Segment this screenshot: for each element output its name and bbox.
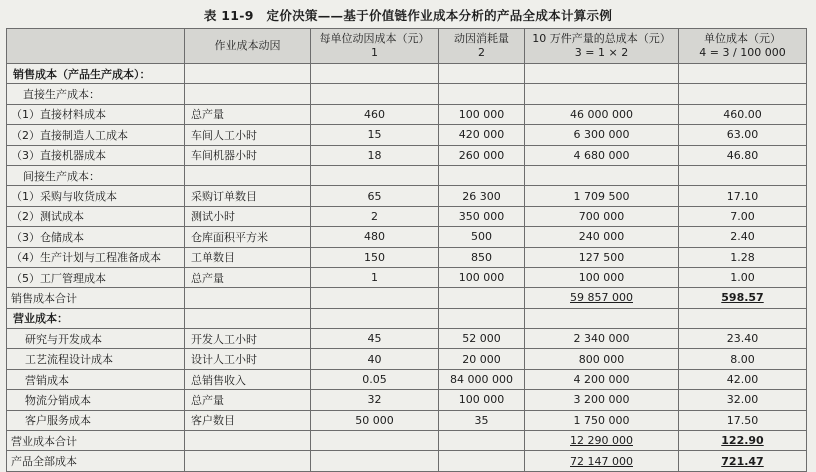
row-label: 客户服务成本 [25,414,91,428]
total-cost: 59 857 000 [570,291,633,305]
total-cost: 3 200 000 [573,393,630,407]
total-cost: 127 500 [578,250,625,264]
table-row [7,186,807,206]
driver-quantity: 350 000 [458,209,505,223]
row-label: （4）生产计划与工程准备成本 [11,251,161,265]
unit-cost-cell [679,329,807,349]
total-cost: 800 000 [578,352,625,366]
row-label-cell [7,125,185,145]
rate-per-driver: 460 [364,107,385,121]
cost-driver-cell [185,247,311,267]
unit-cost-cell [679,308,807,328]
rate-per-driver-cell [311,267,439,287]
header-rate [311,29,439,64]
header-rate-index: 1 [371,46,378,59]
unit-cost: 32.00 [726,393,759,407]
row-label: 间接生产成本： [23,169,100,183]
rate-per-driver: 50 000 [355,413,394,427]
table-row [7,431,807,451]
driver-quantity-cell [439,186,525,206]
table-row [7,145,807,165]
row-label: 销售成本（产品生产成本）： [13,67,151,81]
row-label-cell [7,247,185,267]
cost-driver-cell [185,431,311,451]
unit-cost-cell [679,267,807,287]
table-row [7,390,807,410]
cost-driver-cell [185,64,311,84]
cost-driver: 开发人工小时 [191,332,257,346]
table-row [7,369,807,389]
cost-driver-cell [185,390,311,410]
total-cost: 4 680 000 [573,148,630,162]
cost-driver: 总销售收入 [191,373,246,387]
total-cost: 46 000 000 [570,107,633,121]
row-label: 销售成本合计 [11,291,77,305]
cost-driver: 总产量 [191,108,224,122]
rate-per-driver: 65 [367,189,382,203]
table-body [7,64,807,472]
row-label-cell [7,227,185,247]
unit-cost-cell [679,431,807,451]
rate-per-driver: 480 [364,230,385,244]
header-driver-label: 作业成本动因 [214,39,281,52]
cost-driver-cell [185,104,311,124]
rate-per-driver-cell [311,64,439,84]
header-unit-label: 单位成本（元） [704,32,781,45]
table-row [7,227,807,247]
rate-per-driver-cell [311,206,439,226]
header-total [525,29,679,64]
rate-per-driver: 45 [367,332,382,346]
rate-per-driver: 1 [371,271,378,285]
unit-cost-cell [679,288,807,308]
driver-quantity-cell [439,145,525,165]
cost-driver: 车间机器小时 [191,149,257,163]
unit-cost: 17.10 [726,189,759,203]
table-row [7,104,807,124]
cost-driver-cell [185,125,311,145]
row-label-cell [7,104,185,124]
total-cost: 100 000 [578,271,625,285]
table-row [7,451,807,471]
table-row [7,288,807,308]
rate-per-driver-cell [311,410,439,430]
rate-per-driver-cell [311,84,439,104]
unit-cost: 122.90 [721,434,764,448]
driver-quantity: 500 [471,230,492,244]
driver-quantity-cell [439,125,525,145]
driver-quantity: 100 000 [458,107,505,121]
rate-per-driver-cell [311,247,439,267]
row-label-cell [7,267,185,287]
driver-quantity-cell [439,410,525,430]
rate-per-driver: 150 [364,250,385,264]
row-label: 营业成本： [13,312,68,326]
cost-driver-cell [185,84,311,104]
row-label: （2）测试成本 [11,210,84,224]
driver-quantity-cell [439,308,525,328]
unit-cost-cell [679,145,807,165]
total-cost: 6 300 000 [573,128,630,142]
header-driver [185,29,311,64]
driver-quantity: 26 300 [462,189,501,203]
total-cost-cell [525,165,679,185]
total-cost: 240 000 [578,230,625,244]
unit-cost: 23.40 [726,332,759,346]
driver-quantity-cell [439,329,525,349]
cost-driver: 设计人工小时 [191,353,257,367]
rate-per-driver-cell [311,329,439,349]
total-cost-cell [525,64,679,84]
header-qty [439,29,525,64]
total-cost-cell [525,206,679,226]
cost-driver-cell [185,288,311,308]
total-cost-cell [525,369,679,389]
driver-quantity: 35 [474,413,489,427]
row-label-cell [7,390,185,410]
unit-cost: 42.00 [726,373,759,387]
header-qty-label: 动因消耗量 [454,32,509,45]
cost-driver: 客户数目 [191,414,235,428]
row-label: 产品全部成本 [11,455,77,469]
rate-per-driver-cell [311,165,439,185]
total-cost-cell [525,390,679,410]
unit-cost-cell [679,247,807,267]
total-cost: 12 290 000 [570,434,633,448]
table-row [7,329,807,349]
unit-cost: 460.00 [723,107,762,121]
row-label-cell [7,451,185,471]
header-blank [7,29,185,64]
driver-quantity: 52 000 [462,332,501,346]
rate-per-driver: 32 [367,393,382,407]
rate-per-driver-cell [311,227,439,247]
cost-driver: 总产量 [191,271,224,285]
cost-driver-cell [185,308,311,328]
total-cost-cell [525,451,679,471]
rate-per-driver: 2 [371,209,378,223]
row-label: （3）直接机器成本 [11,149,106,163]
unit-cost-cell [679,104,807,124]
total-cost-cell [525,125,679,145]
header-row [7,29,807,64]
table-row [7,64,807,84]
total-cost-cell [525,267,679,287]
row-label-cell [7,206,185,226]
total-cost-cell [525,145,679,165]
cost-driver: 采购订单数目 [191,190,257,204]
total-cost: 4 200 000 [573,373,630,387]
rate-per-driver-cell [311,390,439,410]
row-label: （2）直接制造人工成本 [11,128,128,142]
unit-cost: 721.47 [721,454,764,468]
row-label: （1）直接材料成本 [11,108,106,122]
unit-cost-cell [679,186,807,206]
cost-driver-cell [185,186,311,206]
unit-cost: 63.00 [726,128,759,142]
unit-cost: 1.28 [730,250,755,264]
unit-cost-cell [679,64,807,84]
rate-per-driver: 18 [367,148,382,162]
table-row [7,349,807,369]
unit-cost-cell [679,165,807,185]
row-label-cell [7,84,185,104]
table-row [7,125,807,145]
row-label-cell [7,145,185,165]
row-label: （5）工厂管理成本 [11,271,106,285]
unit-cost-cell [679,206,807,226]
total-cost-cell [525,247,679,267]
driver-quantity: 100 000 [458,393,505,407]
unit-cost-cell [679,410,807,430]
total-cost: 72 147 000 [570,454,633,468]
header-total-formula: 3 = 1 × 2 [574,46,629,59]
rate-per-driver-cell [311,308,439,328]
cost-table [6,28,807,472]
rate-per-driver-cell [311,288,439,308]
rate-per-driver-cell [311,369,439,389]
driver-quantity: 420 000 [458,128,505,142]
unit-cost-cell [679,84,807,104]
unit-cost-cell [679,369,807,389]
table-row [7,410,807,430]
rate-per-driver-cell [311,431,439,451]
cost-driver-cell [185,329,311,349]
row-label: 直接生产成本： [23,88,100,102]
row-label: 物流分销成本 [25,393,91,407]
unit-cost: 7.00 [730,209,755,223]
cost-driver-cell [185,369,311,389]
header-rate-label: 每单位动因成本（元） [319,32,430,45]
rate-per-driver: 0.05 [362,373,387,387]
table-caption: 表 11-9 定价决策——基于价值链作业成本分析的产品全成本计算示例 [203,8,613,23]
driver-quantity-cell [439,64,525,84]
row-label: （3）仓储成本 [11,230,84,244]
cost-driver: 仓库面积平方米 [191,230,268,244]
driver-quantity: 850 [471,250,492,264]
driver-quantity: 20 000 [462,352,501,366]
driver-quantity-cell [439,227,525,247]
table-row [7,84,807,104]
row-label: 营销成本 [25,373,69,387]
rate-per-driver-cell [311,186,439,206]
driver-quantity-cell [439,451,525,471]
unit-cost: 598.57 [721,291,764,305]
unit-cost-cell [679,451,807,471]
table-row [7,267,807,287]
total-cost-cell [525,410,679,430]
unit-cost-cell [679,125,807,145]
total-cost-cell [525,104,679,124]
row-label: （1）采购与收货成本 [11,190,117,204]
driver-quantity: 100 000 [458,271,505,285]
header-unit-formula: 4 = 3 / 100 000 [699,46,786,59]
cost-driver: 工单数目 [191,251,235,265]
cost-driver-cell [185,349,311,369]
rate-per-driver-cell [311,125,439,145]
row-label-cell [7,64,185,84]
unit-cost: 46.80 [726,148,759,162]
unit-cost: 17.50 [726,413,759,427]
total-cost-cell [525,288,679,308]
table-row [7,247,807,267]
table-row [7,206,807,226]
table-row [7,165,807,185]
row-label-cell [7,349,185,369]
cost-driver-cell [185,145,311,165]
header-total-label: 10 万件产量的总成本（元） [532,32,671,45]
cost-driver: 车间人工小时 [191,128,257,142]
driver-quantity-cell [439,267,525,287]
row-label-cell [7,329,185,349]
total-cost-cell [525,84,679,104]
cost-driver-cell [185,451,311,471]
driver-quantity: 260 000 [458,148,505,162]
unit-cost-cell [679,390,807,410]
rate-per-driver-cell [311,349,439,369]
total-cost: 1 750 000 [573,413,630,427]
unit-cost: 8.00 [730,352,755,366]
total-cost-cell [525,349,679,369]
row-label: 研究与开发成本 [25,332,102,346]
header-unit [679,29,807,64]
rate-per-driver: 15 [367,128,382,142]
row-label-cell [7,410,185,430]
total-cost: 1 709 500 [573,189,630,203]
driver-quantity-cell [439,206,525,226]
driver-quantity-cell [439,431,525,451]
driver-quantity-cell [439,349,525,369]
row-label-cell [7,431,185,451]
rate-per-driver: 40 [367,352,382,366]
total-cost-cell [525,308,679,328]
row-label-cell [7,186,185,206]
table-row [7,308,807,328]
cost-driver-cell [185,206,311,226]
driver-quantity-cell [439,369,525,389]
total-cost-cell [525,329,679,349]
row-label-cell [7,369,185,389]
driver-quantity-cell [439,165,525,185]
row-label-cell [7,308,185,328]
total-cost: 700 000 [578,209,625,223]
row-label-cell [7,288,185,308]
driver-quantity-cell [439,390,525,410]
row-label-cell [7,165,185,185]
driver-quantity: 84 000 000 [450,373,513,387]
rate-per-driver-cell [311,451,439,471]
rate-per-driver-cell [311,145,439,165]
driver-quantity-cell [439,288,525,308]
unit-cost: 1.00 [730,271,755,285]
cost-driver-cell [185,410,311,430]
cost-driver-cell [185,165,311,185]
row-label: 营业成本合计 [11,434,77,448]
unit-cost: 2.40 [730,230,755,244]
rate-per-driver-cell [311,104,439,124]
unit-cost-cell [679,349,807,369]
cost-driver-cell [185,227,311,247]
driver-quantity-cell [439,104,525,124]
total-cost-cell [525,227,679,247]
total-cost-cell [525,186,679,206]
unit-cost-cell [679,227,807,247]
driver-quantity-cell [439,84,525,104]
total-cost: 2 340 000 [573,332,630,346]
cost-driver: 测试小时 [191,210,235,224]
driver-quantity-cell [439,247,525,267]
cost-driver-cell [185,267,311,287]
total-cost-cell [525,431,679,451]
header-qty-index: 2 [478,46,485,59]
row-label: 工艺流程设计成本 [25,353,113,367]
cost-driver: 总产量 [191,393,224,407]
